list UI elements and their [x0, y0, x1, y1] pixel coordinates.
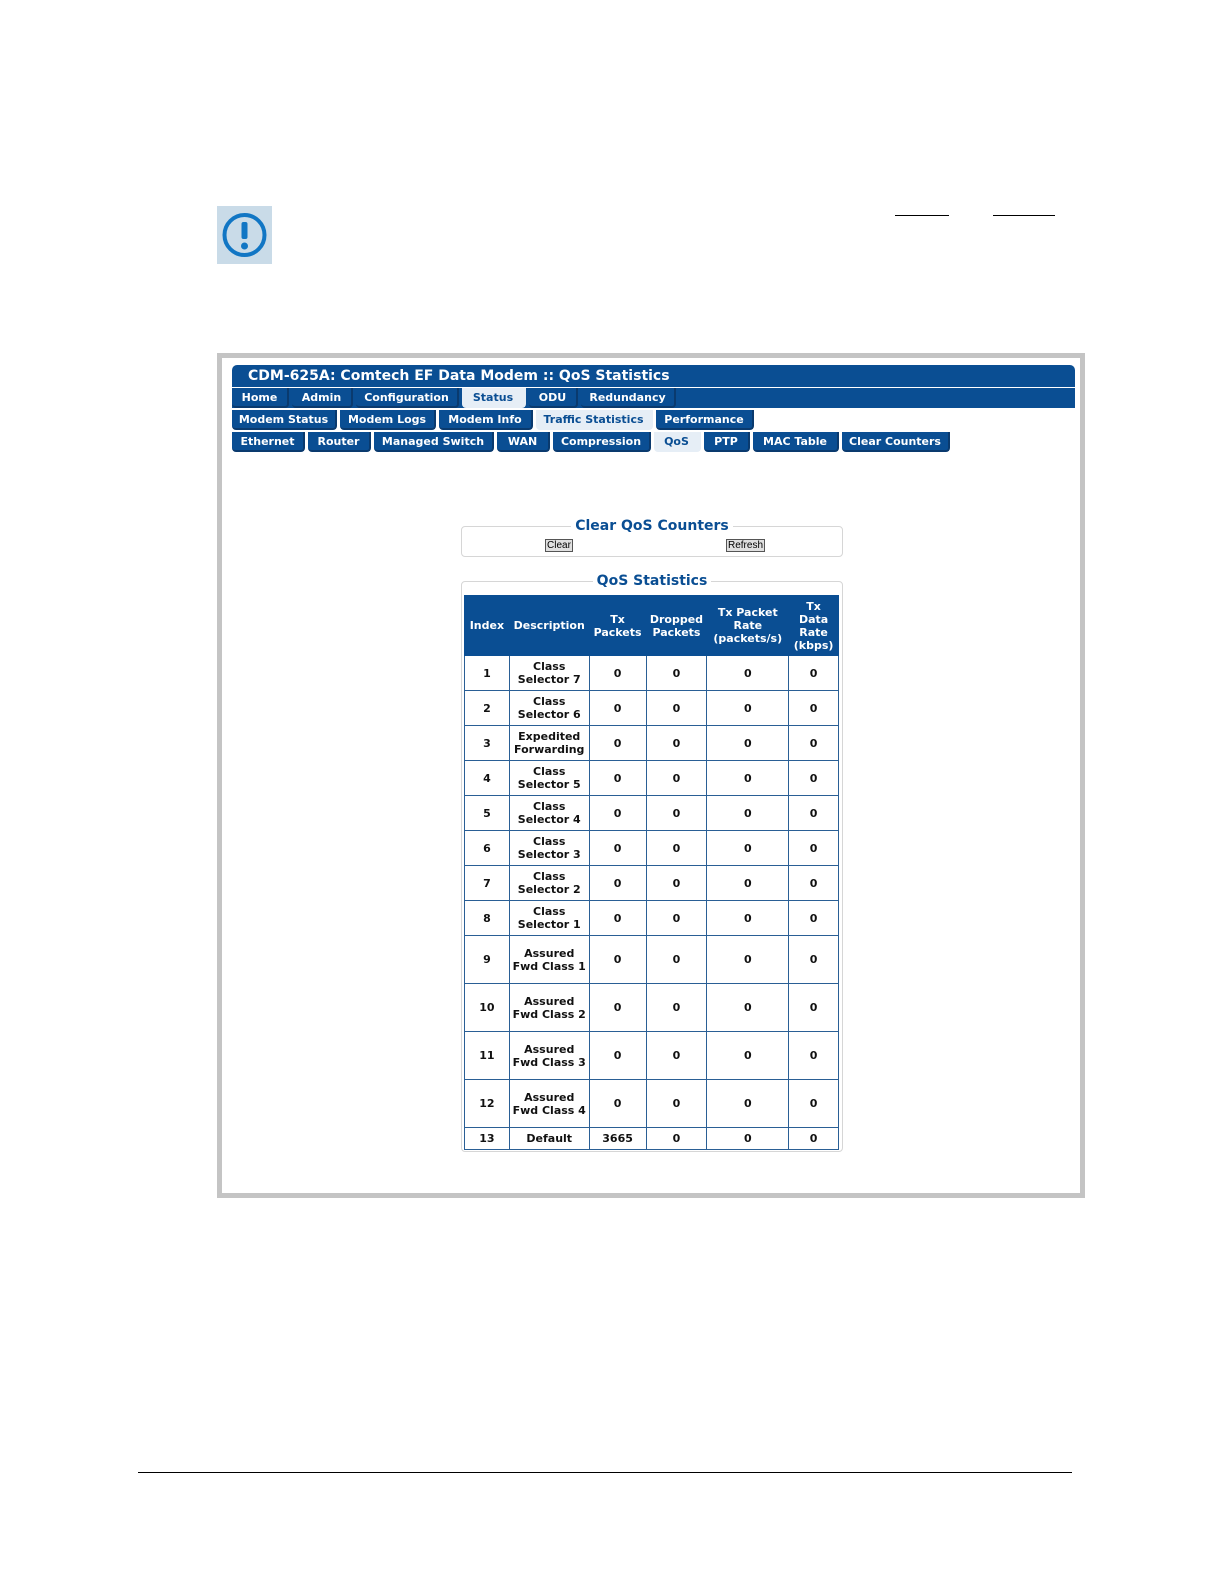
screenshot-frame [217, 353, 1085, 1198]
cell-description: Default [509, 1128, 589, 1150]
tab-home[interactable]: Home [232, 388, 289, 408]
refresh-button[interactable]: Refresh [728, 540, 764, 551]
cell-tx-data: 0 [789, 761, 839, 796]
cell-description: Class Selector 2 [509, 866, 589, 901]
cell-tx-data: 0 [789, 796, 839, 831]
cell-index: 2 [465, 691, 510, 726]
cell-index: 4 [465, 761, 510, 796]
tab-traffic-statistics[interactable]: Traffic Statistics [536, 410, 653, 430]
tab-mac-table[interactable]: MAC Table [753, 432, 839, 452]
header-index: Index [465, 596, 510, 656]
table-row [465, 1128, 839, 1150]
cell-dropped: 0 [646, 691, 707, 726]
header-description: Description [509, 596, 589, 656]
cell-tx-rate: 0 [707, 691, 789, 726]
cell-index: 3 [465, 726, 510, 761]
cell-tx-rate: 0 [707, 866, 789, 901]
cell-description: Class Selector 3 [509, 831, 589, 866]
cell-tx-rate: 0 [707, 1032, 789, 1080]
header-dropped-packets: Dropped Packets [646, 596, 707, 656]
cell-tx-rate: 0 [707, 726, 789, 761]
cell-description: Assured Fwd Class 1 [509, 936, 589, 984]
tab-ptp[interactable]: PTP [704, 432, 750, 452]
cell-dropped: 0 [646, 796, 707, 831]
tab-router[interactable]: Router [308, 432, 371, 452]
header-tx-packet-rate: Tx Packet Rate (packets/s) [707, 596, 789, 656]
tab-ethernet[interactable]: Ethernet [232, 432, 305, 452]
tab-qos[interactable]: QoS [654, 432, 701, 452]
cell-tx-packets: 0 [589, 796, 646, 831]
tab-status[interactable]: Status [462, 388, 526, 408]
cell-tx-data: 0 [789, 901, 839, 936]
cell-tx-packets: 0 [589, 984, 646, 1032]
cell-tx-rate: 0 [707, 796, 789, 831]
tab-configuration[interactable]: Configuration [356, 388, 459, 408]
cell-index: 13 [465, 1128, 510, 1150]
cell-description: Class Selector 4 [509, 796, 589, 831]
cell-tx-packets: 0 [589, 936, 646, 984]
cell-tx-packets: 0 [589, 831, 646, 866]
table-row [465, 761, 839, 796]
cell-tx-rate: 0 [707, 984, 789, 1032]
cell-tx-data: 0 [789, 936, 839, 984]
cell-index: 10 [465, 984, 510, 1032]
cell-description: Class Selector 5 [509, 761, 589, 796]
nav-row-traffic [232, 432, 950, 452]
nav-row-main [232, 388, 1075, 408]
cell-dropped: 0 [646, 1032, 707, 1080]
cell-dropped: 0 [646, 656, 707, 691]
table-row [465, 901, 839, 936]
cell-description: Class Selector 1 [509, 901, 589, 936]
cell-tx-rate: 0 [707, 1080, 789, 1128]
cell-tx-rate: 0 [707, 1128, 789, 1150]
cell-tx-rate: 0 [707, 656, 789, 691]
cell-tx-data: 0 [789, 831, 839, 866]
cell-index: 8 [465, 901, 510, 936]
cell-tx-rate: 0 [707, 831, 789, 866]
tab-performance[interactable]: Performance [656, 410, 754, 430]
cell-description: Assured Fwd Class 3 [509, 1032, 589, 1080]
cell-index: 1 [465, 656, 510, 691]
underline-mark [895, 215, 949, 216]
table-row [465, 1080, 839, 1128]
cell-tx-packets: 0 [589, 901, 646, 936]
cell-index: 5 [465, 796, 510, 831]
tab-managed-switch[interactable]: Managed Switch [374, 432, 494, 452]
cell-tx-data: 0 [789, 1080, 839, 1128]
cell-dropped: 0 [646, 1080, 707, 1128]
cell-index: 7 [465, 866, 510, 901]
cell-tx-data: 0 [789, 691, 839, 726]
cell-tx-packets: 0 [589, 1080, 646, 1128]
clear-button[interactable]: Clear [547, 540, 571, 551]
qos-statistics-legend: QoS Statistics [593, 573, 712, 589]
tab-redundancy[interactable]: Redundancy [581, 388, 676, 408]
clear-counters-legend: Clear QoS Counters [571, 518, 733, 534]
clear-counters-fieldset [461, 518, 843, 557]
table-row [465, 796, 839, 831]
cell-dropped: 0 [646, 984, 707, 1032]
cell-index: 9 [465, 936, 510, 984]
tab-admin[interactable]: Admin [292, 388, 353, 408]
cell-tx-rate: 0 [707, 936, 789, 984]
cell-dropped: 0 [646, 901, 707, 936]
app-title: CDM-625A: Comtech EF Data Modem :: QoS Statistics [232, 365, 1075, 387]
cell-tx-rate: 0 [707, 761, 789, 796]
cell-tx-data: 0 [789, 1032, 839, 1080]
cell-index: 12 [465, 1080, 510, 1128]
cell-description: Class Selector 7 [509, 656, 589, 691]
tab-odu[interactable]: ODU [529, 388, 578, 408]
cell-description: Assured Fwd Class 2 [509, 984, 589, 1032]
cell-description: Class Selector 6 [509, 691, 589, 726]
nav-row-status [232, 410, 754, 430]
tab-wan[interactable]: WAN [497, 432, 550, 452]
qos-statistics-fieldset [461, 573, 843, 1152]
footer-rule [138, 1472, 1072, 1473]
cell-dropped: 0 [646, 831, 707, 866]
table-row [465, 831, 839, 866]
tab-modem-info[interactable]: Modem Info [439, 410, 533, 430]
cell-tx-packets: 0 [589, 656, 646, 691]
table-row [465, 984, 839, 1032]
underline-mark [993, 215, 1055, 216]
table-row [465, 1032, 839, 1080]
cell-tx-packets: 0 [589, 866, 646, 901]
cell-description: Assured Fwd Class 4 [509, 1080, 589, 1128]
table-row [465, 866, 839, 901]
cell-dropped: 0 [646, 936, 707, 984]
table-row [465, 656, 839, 691]
cell-tx-packets: 0 [589, 1032, 646, 1080]
cell-dropped: 0 [646, 761, 707, 796]
tab-modem-logs[interactable]: Modem Logs [340, 410, 436, 430]
cell-tx-data: 0 [789, 726, 839, 761]
cell-index: 6 [465, 831, 510, 866]
tab-clear-counters[interactable]: Clear Counters [842, 432, 950, 452]
cell-tx-data: 0 [789, 656, 839, 691]
cell-index: 11 [465, 1032, 510, 1080]
tab-modem-status[interactable]: Modem Status [232, 410, 337, 430]
cell-tx-rate: 0 [707, 901, 789, 936]
table-row [465, 726, 839, 761]
cell-dropped: 0 [646, 1128, 707, 1150]
header-tx-data-rate: Tx Data Rate (kbps) [789, 596, 839, 656]
cell-dropped: 0 [646, 866, 707, 901]
cell-tx-data: 0 [789, 866, 839, 901]
cell-tx-packets: 0 [589, 761, 646, 796]
exclamation-circle-icon [217, 206, 272, 264]
cell-tx-packets: 3665 [589, 1128, 646, 1150]
cell-tx-packets: 0 [589, 691, 646, 726]
cell-description: Expedited Forwarding [509, 726, 589, 761]
header-tx-packets: Tx Packets [589, 596, 646, 656]
cell-tx-packets: 0 [589, 726, 646, 761]
tab-compression[interactable]: Compression [553, 432, 651, 452]
qos-statistics-table [464, 595, 839, 1150]
cell-tx-data: 0 [789, 1128, 839, 1150]
table-header-row [465, 596, 839, 656]
table-row [465, 691, 839, 726]
cell-dropped: 0 [646, 726, 707, 761]
table-row [465, 936, 839, 984]
cell-tx-data: 0 [789, 984, 839, 1032]
